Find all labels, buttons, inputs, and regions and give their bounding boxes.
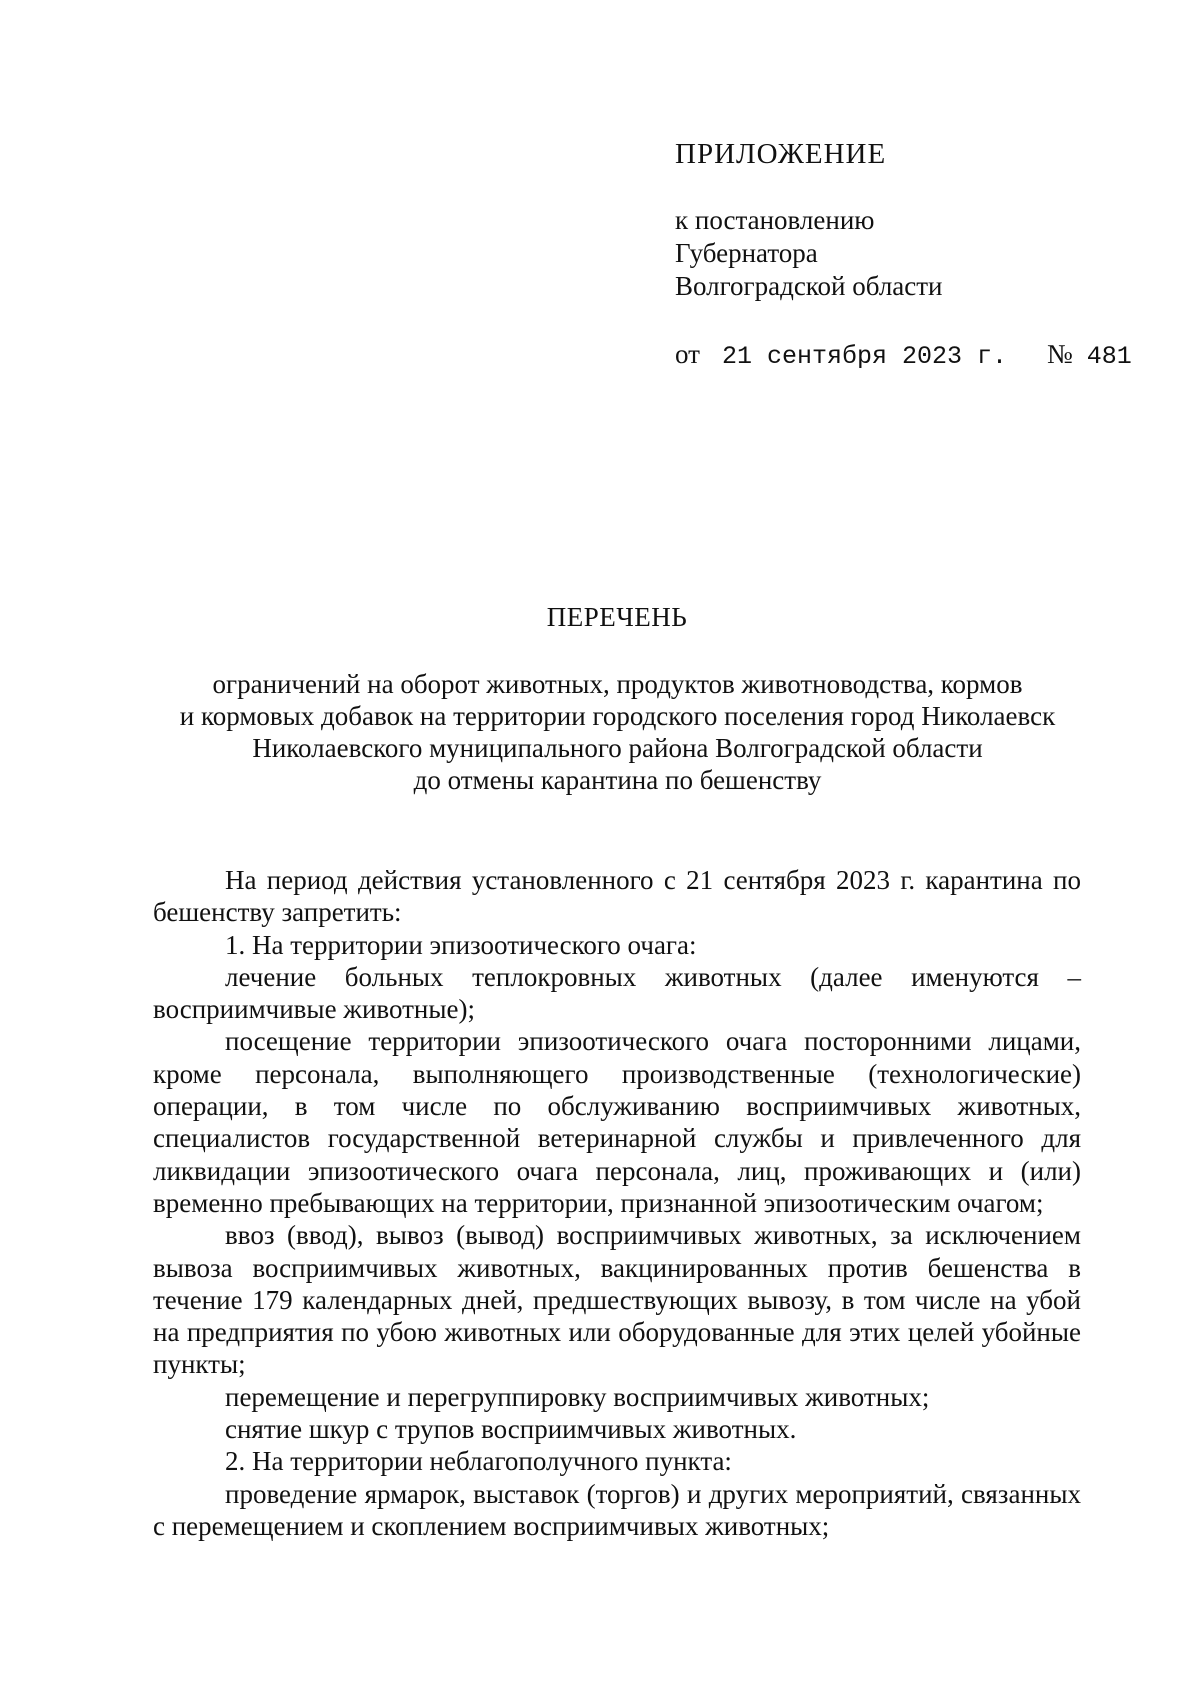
body-paragraph: ввоз (ввод), вывоз (вывод) восприимчивых животных, за исключением вывоза восприимчивых животных, вакцинированных против бешенства в течение 179 календарных дней, предшествующих вывозу, в том числе на убой на предприятия по убою животных или оборудованные для этих целей убойные пункты; [153,1220,1081,1380]
number-sign: № [1047,339,1073,369]
appendix-reference-line: к постановлению [675,205,875,235]
body-paragraph: 1. На территории эпизоотического очага: [225,929,697,960]
body-paragraph: лечение больных теплокровных животных (далее именуются – восприимчивые животные); [153,961,1081,1025]
appendix-reference-line: Губернатора [675,238,818,268]
body-paragraph: На период действия установленного с 21 сентября 2023 г. карантина по бешенству запретить: [153,865,1081,928]
appendix-title: ПРИЛОЖЕНИЕ [675,138,887,170]
document-subtitle [120,668,1115,796]
appendix-reference [675,204,943,303]
document-body [153,864,1081,1542]
subtitle-line: и кормовых добавок на территории городского поселения город Николаевск [179,701,1056,731]
decree-date: 21 сентября 2023 г. [721,342,1007,371]
body-paragraph: перемещение и перегруппировку восприимчивых животных; [225,1381,930,1412]
subtitle-line: до отмены карантина по бешенству [413,765,822,795]
body-paragraph: проведение ярмарок, выставок (торгов) и других мероприятий, связанных с перемещением и скоплением восприимчивых животных; [153,1478,1081,1541]
decree-date-line [675,336,1132,375]
appendix-reference-line: Волгоградской области [675,271,943,301]
decree-number: 481 [1086,342,1132,371]
subtitle-line: ограничений на оборот животных, продуктов животноводства, кормов [212,669,1023,699]
body-paragraph: 2. На территории неблагополучного пункта: [225,1446,732,1477]
date-prefix: от [675,339,700,369]
body-paragraph: посещение территории эпизоотического очага посторонними лицами, кроме персонала, выполняющего производственные (технологические) операции, в том числе по обслуживанию восприимчивых животных, специалистов государственной ветеринарной службы и привлеченного для ликвидации эпизоотического очага персонала, лиц, проживающих и (или) временно пребывающих на территории, признанной эпизоотическим очагом; [153,1026,1081,1218]
subtitle-line: Николаевского муниципального района Волгоградской области [252,733,983,763]
body-paragraph: снятие шкур с трупов восприимчивых животных. [225,1414,797,1445]
document-title: ПЕРЕЧЕНЬ [546,602,688,632]
